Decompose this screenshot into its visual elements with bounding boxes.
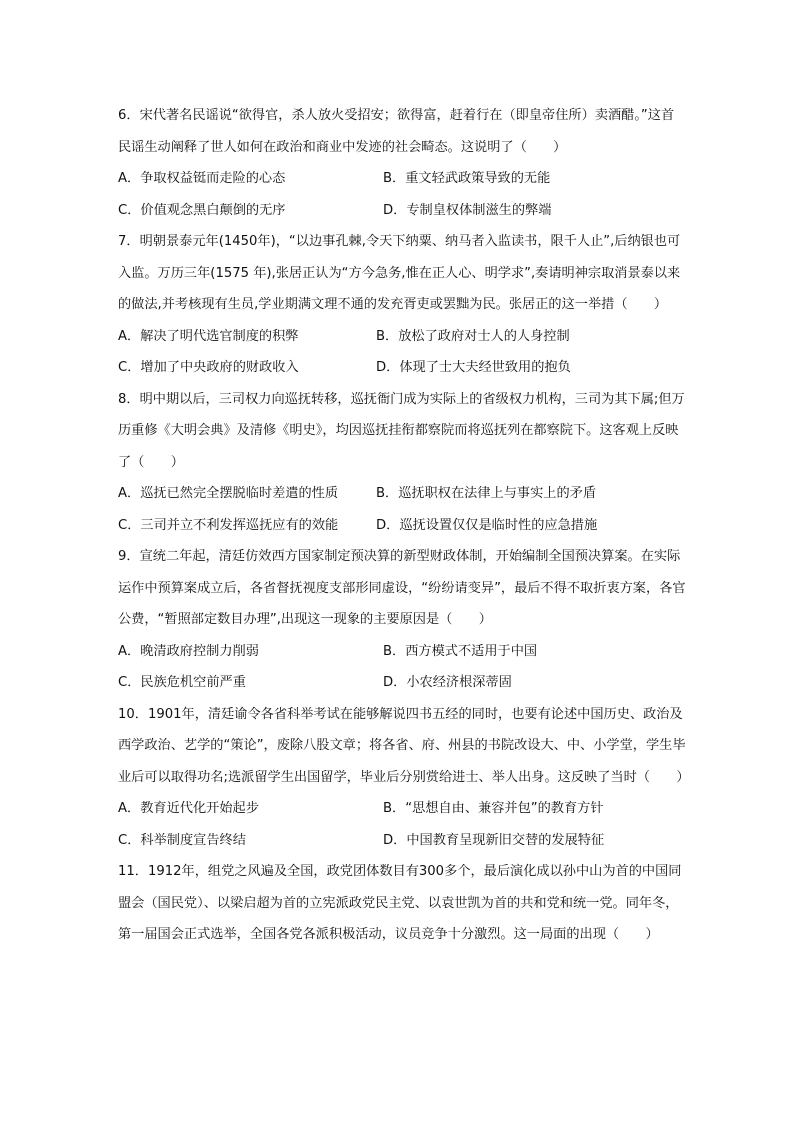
option-c[interactable]: C．科举制度宣告终结 (118, 832, 246, 848)
option-row (118, 825, 686, 857)
question-stem: 7．明朝景泰元年(1450年)，“以边事孔棘,令天下纳粟、纳马者入监读书，限千人止”,后纳银也可入监。万历三年(1575 年),张居正认为“方今急务,惟在正人心、明学求”,奏请明神宗取消景泰以来的做法,并考核现有生员,学业期满文理不通的发充胥吏或罢黜为民。张居正的这一举措（ ） (118, 234, 681, 312)
option-row (118, 510, 686, 542)
question-9 (118, 541, 686, 699)
option-d[interactable]: D．专制皇权体制滋生的弊端 (383, 202, 552, 218)
option-a[interactable]: A．教育近代化开始起步 (118, 801, 259, 816)
option-a[interactable]: A．争取权益铤而走险的心态 (118, 171, 286, 186)
option-row (118, 163, 686, 195)
option-row (118, 478, 686, 510)
option-row (118, 667, 686, 699)
option-b[interactable]: B．放松了政府对士人的人身控制 (376, 328, 570, 344)
question-11 (118, 856, 686, 951)
option-row (118, 793, 686, 825)
option-d[interactable]: D．体现了士大夫经世致用的抱负 (376, 360, 571, 375)
option-row (118, 321, 686, 353)
question-list (118, 100, 690, 951)
option-d[interactable]: D．小农经济根深蒂固 (383, 675, 512, 690)
option-c[interactable]: C．增加了中央政府的财政收入 (118, 360, 299, 375)
option-c[interactable]: C．三司并立不利发挥巡抚应有的效能 (118, 517, 339, 533)
option-d[interactable]: D．中国教育呈现新旧交替的发展特征 (383, 832, 605, 848)
question-8 (118, 384, 686, 542)
question-stem: 8．明中期以后，三司权力向巡抚转移，巡抚衙门成为实际上的省级权力机构，三司为其下属;但万历重修《大明会典》及清修《明史》，均因巡抚挂衔都察院而将巡抚列在都察院下。这客观上反映了（ ） (118, 391, 685, 470)
option-a[interactable]: A．晚清政府控制力削弱 (118, 643, 259, 659)
question-stem: 6．宋代著名民谣说“欲得官，杀人放火受招安；欲得富，赶着行在（即皇帝住所）卖酒醋。”这首民谣生动阐释了世人如何在政治和商业中发迹的社会畸态。这说明了（ ） (118, 108, 675, 155)
question-stem: 10．1901年，清廷谕令各省科举考试在能够解说四书五经的同时，也要有论述中国历史、政治及西学政治、艺学的“策论”，废除八股文章；将各省、府、州县的书院改设大、中、小学堂，学生毕业后可以取得功名;选派留学生出国留学，毕业后分别赏给进士、举人出身。这反映了当时（ ） (118, 706, 690, 785)
question-10 (118, 699, 690, 857)
option-b[interactable]: B．“思想自由、兼容并包”的教育方针 (383, 801, 604, 816)
option-b[interactable]: B．重文轻武政策导致的无能 (383, 171, 551, 186)
option-row (118, 636, 686, 668)
question-stem: 9．宣统二年起，清廷仿效西方国家制定预决算的新型财政体制，开始编制全国预决算案。在实际运作中预算案成立后，各省督抚视度支部形同虚设，“纷纷请变异”，最后不得不取折衷方案，各官公费，“暂照部定数目办理”,出现这一现象的主要原因是（ ） (118, 549, 686, 627)
option-c[interactable]: C．价值观念黑白颠倒的无序 (118, 202, 286, 218)
option-b[interactable]: B．西方模式不适用于中国 (383, 643, 538, 659)
option-a[interactable]: A．巡抚已然完全摆脱临时差遣的性质 (118, 486, 339, 501)
option-a[interactable]: A．解决了明代选官制度的积弊 (118, 328, 299, 344)
option-d[interactable]: D．巡抚设置仅仅是临时性的应急措施 (376, 517, 598, 533)
question-stem: 11．1912年，组党之风遍及全国，政党团体数目有300多个，最后演化成以孙中山为首的中国同盟会（国民党）、以梁启超为首的立宪派政党民主党、以袁世凯为首的共和党和统一党。同年冬，第一届国会正式选举，全国各党各派积极活动，议员竞争十分激烈。这一局面的出现（ ） (118, 864, 682, 942)
question-7 (118, 226, 686, 384)
option-row (118, 352, 686, 384)
question-6 (118, 100, 686, 226)
option-row (118, 195, 686, 227)
option-c[interactable]: C．民族危机空前严重 (118, 675, 246, 690)
option-b[interactable]: B．巡抚职权在法律上与事实上的矛盾 (376, 486, 597, 501)
